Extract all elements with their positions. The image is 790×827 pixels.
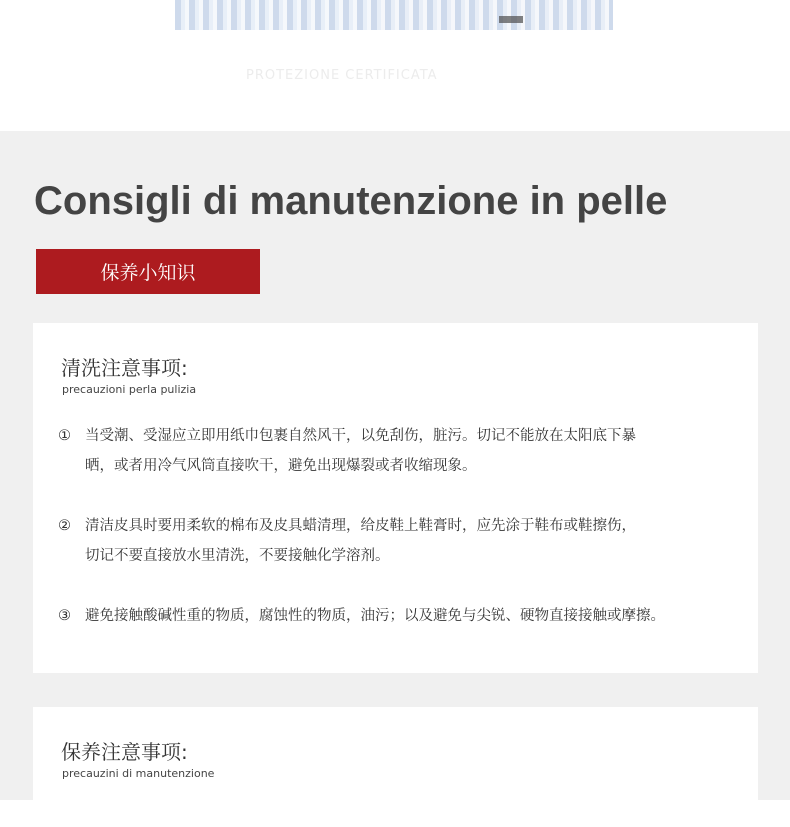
item-number: ③	[58, 608, 71, 624]
maintenance-subheading: precauzini di manutenzione	[62, 767, 215, 780]
cleaning-heading: 清洗注意事项:	[61, 356, 188, 380]
certificate-stamp	[499, 16, 523, 23]
maintenance-precautions-card	[33, 707, 758, 827]
item-number: ②	[58, 518, 71, 534]
maintenance-heading: 保养注意事项:	[61, 740, 188, 764]
top-area	[0, 0, 790, 131]
faded-caption: PROTEZIONE CERTIFICATA	[246, 68, 438, 83]
certificate-image	[175, 0, 613, 30]
item-text-line: 清洁皮具时要用柔软的棉布及皮具蜡清理，给皮鞋上鞋膏时，应先涂于鞋布或鞋擦伤，	[85, 518, 636, 534]
care-tips-badge: 保养小知识	[36, 249, 260, 294]
item-text-line: 避免接触酸碱性重的物质，腐蚀性的物质，油污；以及避免与尖锐、硬物直接接触或摩擦。	[85, 608, 665, 624]
item-number: ①	[58, 428, 71, 444]
cleaning-precautions-card	[33, 323, 758, 673]
section-title: Consigli di manutenzione in pelle	[34, 179, 668, 223]
item-text-line: 切记不要直接放水里清洗，不要接触化学溶剂。	[85, 548, 390, 564]
item-text-line: 晒，或者用冷气风筒直接吹干，避免出现爆裂或者收缩现象。	[85, 458, 477, 474]
item-text-line: 当受潮、受湿应立即用纸巾包裹自然风干，以免刮伤，脏污。切记不能放在太阳底下暴	[85, 428, 636, 444]
cleaning-subheading: precauzioni perla pulizia	[62, 383, 197, 396]
